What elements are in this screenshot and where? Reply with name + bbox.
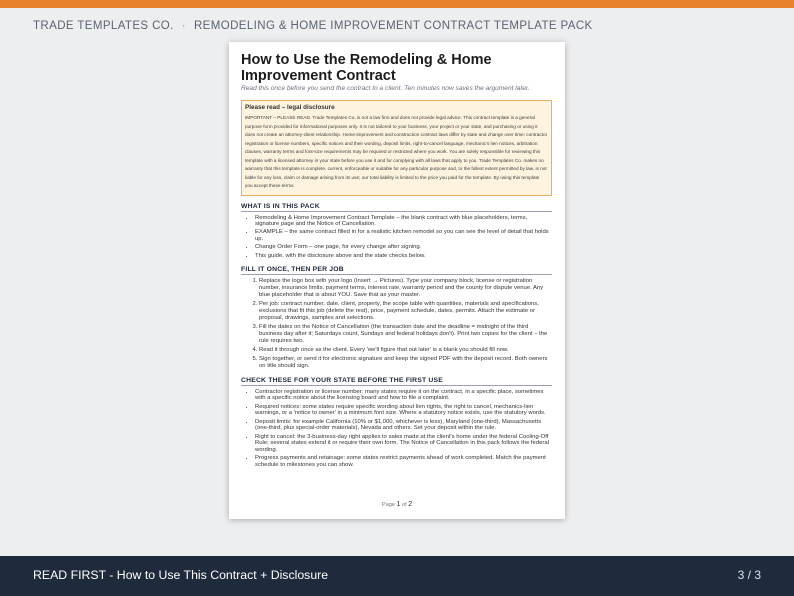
list-item: • Right to cancel: the 3-business-day right applies to sales made at the client's home under the federal Cooling-Off Rule; several states extend it or require their own form. The Notice of Cancellation in this pack follows the federal wording. xyxy=(255,434,552,454)
list-item: • Deposit limits: for example California (10% or $1,000, whichever is less), Maryland (one-third), Massachusetts (one-third, plus special-order materials), Nevada and others. Set your deposit within the rule. xyxy=(255,419,552,433)
document-title: How to Use the Remodeling & Home Improvement Contract xyxy=(241,52,492,84)
step-item: 4. Read it through once as the client. Every 'we'll figure that out later' is a blank you should fill now. xyxy=(259,347,552,354)
whats-in-list xyxy=(241,215,552,260)
step-item: 5. Sign together, or send it for electronic signature and keep the signed PDF with the deposit record. Both owners on title should sign. xyxy=(259,356,552,370)
footer-bar xyxy=(0,556,794,596)
list-item: • Contractor registration or license number: many states require it on the contract, in a specific place, sometimes with a specific notice about the licensing board and how to file a complaint. xyxy=(255,389,552,403)
list-item: • Remodeling & Home Improvement Contract Template – the blank contract with blue placeholders, terms, signature page and the Notice of Cancellation. xyxy=(255,215,552,229)
page-total: 2 xyxy=(408,501,413,508)
list-item: • Required notices: some states require specific wording about lien rights, the right to cancel, mechanics-lien warnings, or a 'notice to owner' in a minimum font size. Where a statutory notice exists, use the statutory words. xyxy=(255,404,552,418)
check-state-list xyxy=(241,389,552,469)
document-page xyxy=(229,42,565,519)
legal-disclosure-box xyxy=(241,100,552,196)
fill-it-steps xyxy=(241,278,552,369)
page-current: 1 xyxy=(396,501,401,508)
section-heading-whats-in: WHAT IS IN THIS PACK xyxy=(241,203,552,212)
step-item: 1. Replace the logo box with your logo (Insert → Pictures). Type your company block, license or registration number, insurance limits, payment terms, interest rate, warranty period and the county for dispute venue. Any blue placeholder that is about YOU. Save that as your master. xyxy=(259,278,552,298)
page-header xyxy=(33,20,593,32)
header-separator: · xyxy=(181,20,186,32)
accent-bar xyxy=(0,0,794,8)
section-heading-fill-it: FILL IT ONCE, THEN PER JOB xyxy=(241,266,552,275)
page-number xyxy=(229,501,565,508)
brand-name: TRADE TEMPLATES CO. xyxy=(33,20,174,32)
footer-title: READ FIRST - How to Use This Contract + Disclosure xyxy=(33,568,329,582)
disclosure-title: Please read – legal disclosure xyxy=(245,104,335,111)
slide-counter: 3 / 3 xyxy=(737,568,761,582)
step-item: 3. Fill the dates on the Notice of Cancellation (the transaction date and the deadline = midnight of the third business day after it; Saturdays count, Sundays and federal holidays don't). Print two copies for the client – the rule requires two. xyxy=(259,324,552,344)
list-item: • Change Order Form – one page, for every change after signing. xyxy=(255,244,552,251)
disclosure-body: IMPORTANT – PLEASE READ. Trade Templates Co. is not a law firm and does not provide legal advice. This contract template is a general purpose form provided for informational purposes only. It is not tailored to your business, your project or your state, and purchasing or using it does not create an attorney-client relationship. Home-improvement and construction contract laws differ by state and change over time: contractor registration or license numbers, specific notices and their wording, deposit limits, right-to-cancel language, mechanic's lien notices, arbitration clauses, warranty terms and font-size requirements may be required or restricted where you work. You are solely responsible for reviewing this template with a licensed attorney in your state before you use it and for complying with all laws that apply to you. Trade Templates Co. makes no warranty that this template is complete, current, enforceable or suitable for any particular purpose and, to the fullest extent permitted by law, is not liable for any loss, claim or damage arising from its use; our total liability is limited to the price you paid for the template. By using this template you accept these terms. xyxy=(245,115,548,188)
section-heading-check-state: CHECK THESE FOR YOUR STATE BEFORE THE FIRST USE xyxy=(241,377,552,386)
list-item: • EXAMPLE – the same contract filled in for a realistic kitchen remodel so you can see the level of detail that holds up. xyxy=(255,229,552,243)
list-item: • Progress payments and retainage: some states restrict payments ahead of work completed. Match the payment schedule to milestones you can show. xyxy=(255,455,552,469)
list-item: • This guide, with the disclosure above and the state checks below. xyxy=(255,253,552,260)
document-subtitle: Read this once before you send the contract to a client. Ten minutes now saves the argument later. xyxy=(241,85,530,92)
pack-title: REMODELING & HOME IMPROVEMENT CONTRACT TEMPLATE PACK xyxy=(193,20,593,32)
step-item: 2. Per job: contract number, date, client, property, the scope table with quantities, materials and specifications, exclusions that fit this job (delete the rest), price, payment schedule, dates, permits. Attach the estimate or proposal, drawings, samples and selections. xyxy=(259,301,552,321)
page-of: of xyxy=(401,502,407,508)
page-prefix: Page xyxy=(381,502,395,508)
